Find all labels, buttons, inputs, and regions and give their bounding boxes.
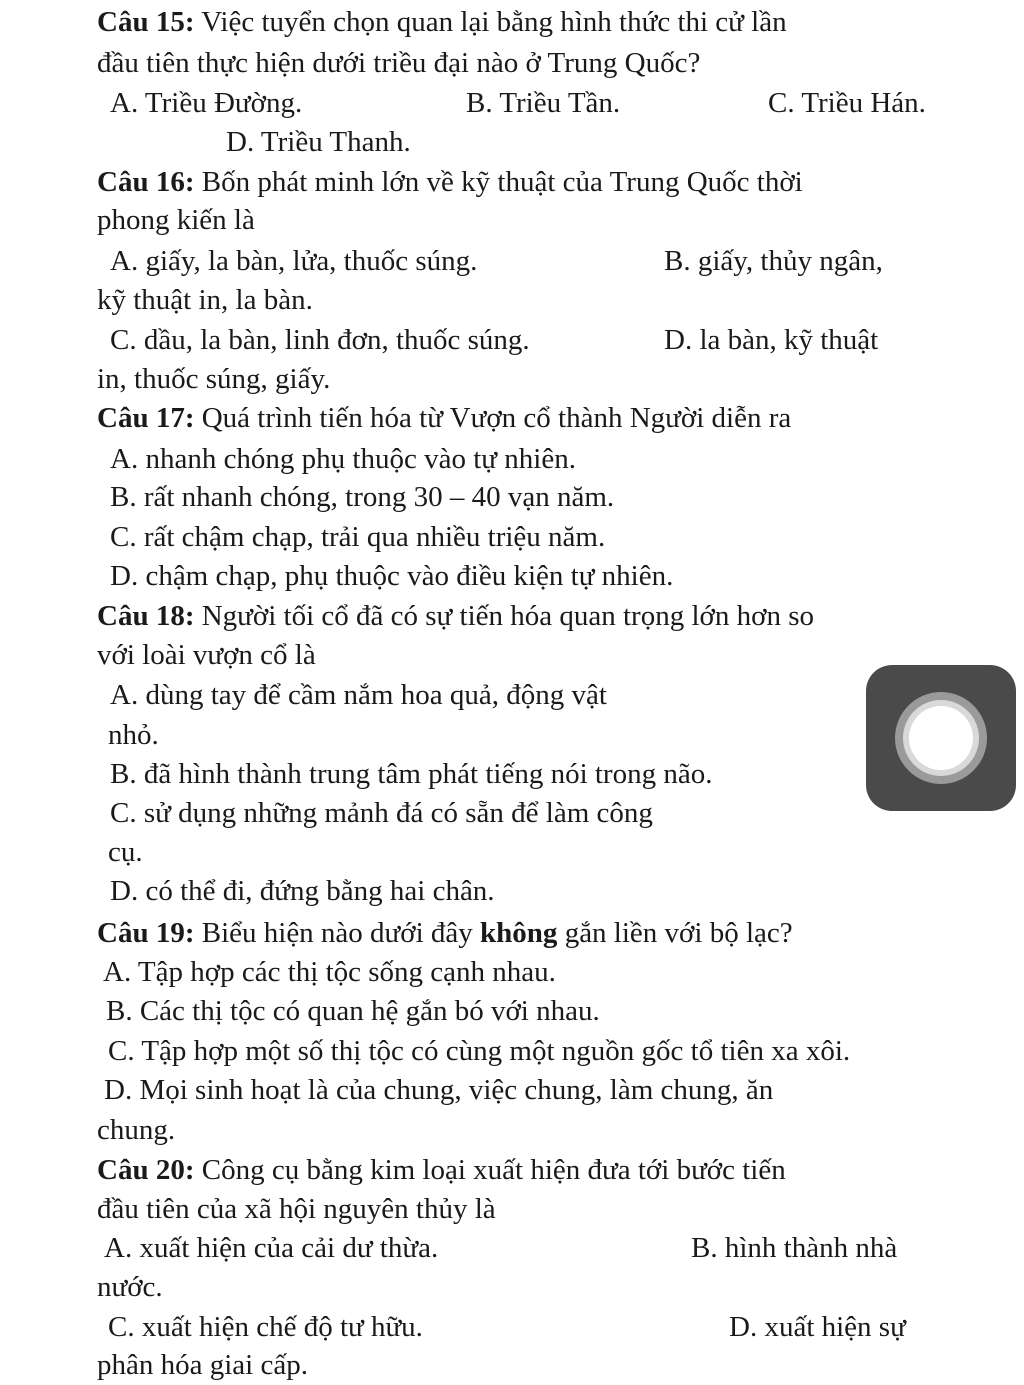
question-20-number: Câu 20: — [97, 1154, 195, 1186]
question-17-option-b: B. rất nhanh chóng, trong 30 – 40 vạn năm. — [110, 481, 615, 513]
question-20-option-b: B. hình thành nhà — [691, 1232, 898, 1264]
question-20-stem-line1 — [97, 1150, 786, 1190]
question-18-option-a-cont: nhỏ. — [108, 719, 159, 751]
question-20-option-c: C. xuất hiện chế độ tư hữu. — [108, 1311, 423, 1343]
question-20-option-a: A. xuất hiện của cải dư thừa. — [104, 1232, 439, 1264]
question-20-stem-line2: đầu tiên của xã hội nguyên thủy là — [97, 1193, 496, 1225]
question-19-number: Câu 19: — [97, 917, 195, 949]
question-17-option-c: C. rất chậm chạp, trải qua nhiều triệu năm. — [110, 521, 606, 553]
question-19-text-bold: không — [480, 917, 558, 949]
question-18-option-d: D. có thể đi, đứng bằng hai chân. — [110, 875, 495, 907]
question-19-option-c: C. Tập hợp một số thị tộc có cùng một nguồn gốc tổ tiên xa xôi. — [108, 1035, 851, 1067]
question-20-option-d-cont: phân hóa giai cấp. — [97, 1349, 308, 1381]
question-16-number: Câu 16: — [97, 166, 195, 198]
question-19-option-d: D. Mọi sinh hoạt là của chung, việc chung, làm chung, ăn — [104, 1074, 774, 1106]
question-15-text: Việc tuyển chọn quan lại bằng hình thức thi cử lần — [194, 6, 787, 38]
question-17-number: Câu 17: — [97, 402, 195, 434]
question-19-stem-line1 — [97, 913, 793, 953]
question-15-stem-line1 — [97, 2, 787, 42]
question-18-number: Câu 18: — [97, 600, 195, 632]
question-15-option-a: A. Triều Đường. — [110, 87, 303, 119]
question-18-option-c-cont: cụ. — [108, 836, 143, 868]
question-19-option-b: B. Các thị tộc có quan hệ gắn bó với nhau. — [106, 995, 600, 1027]
question-19-option-a: A. Tập hợp các thị tộc sống cạnh nhau. — [103, 956, 556, 988]
question-18-option-c: C. sử dụng những mảnh đá có sẵn để làm công — [110, 797, 653, 829]
question-18-stem-line2: với loài vượn cổ là — [97, 639, 316, 671]
assistive-touch-icon-inner-circle — [909, 706, 973, 770]
question-16-option-c: C. dầu, la bàn, linh đơn, thuốc súng. — [110, 324, 530, 356]
question-15-stem-line2: đầu tiên thực hiện dưới triều đại nào ở Trung Quốc? — [97, 47, 701, 79]
question-20-option-d: D. xuất hiện sự — [729, 1311, 906, 1343]
question-16-option-a: A. giấy, la bàn, lửa, thuốc súng. — [110, 245, 478, 277]
question-19-option-d-cont: chung. — [97, 1114, 176, 1146]
question-15-number: Câu 15: — [97, 6, 195, 38]
question-20-option-b-cont: nước. — [97, 1271, 163, 1303]
question-19-text-b: gắn liền với bộ lạc? — [557, 917, 793, 949]
question-15-option-b: B. Triều Tần. — [466, 87, 621, 119]
question-16-option-b: B. giấy, thủy ngân, — [664, 245, 883, 277]
question-16-stem-line2: phong kiến là — [97, 204, 255, 236]
question-15-option-c: C. Triều Hán. — [768, 87, 926, 119]
question-18-stem-line1 — [97, 596, 814, 636]
question-15-option-d: D. Triều Thanh. — [226, 126, 411, 158]
question-16-option-d-cont: in, thuốc súng, giấy. — [97, 363, 331, 395]
question-16-option-b-cont: kỹ thuật in, la bàn. — [97, 284, 313, 316]
question-17-stem-line1 — [97, 398, 791, 438]
question-17-option-d: D. chậm chạp, phụ thuộc vào điều kiện tự nhiên. — [110, 560, 674, 592]
question-20-text: Công cụ bằng kim loại xuất hiện đưa tới bước tiến — [194, 1154, 786, 1186]
question-17-option-a: A. nhanh chóng phụ thuộc vào tự nhiên. — [110, 443, 576, 475]
question-16-option-d: D. la bàn, kỹ thuật — [664, 324, 879, 356]
question-17-text: Quá trình tiến hóa từ Vượn cổ thành Người diễn ra — [194, 402, 792, 434]
question-18-text: Người tối cổ đã có sự tiến hóa quan trọng lớn hơn so — [194, 600, 814, 632]
question-16-stem-line1 — [97, 162, 803, 202]
question-16-text: Bốn phát minh lớn về kỹ thuật của Trung Quốc thời — [194, 166, 803, 198]
question-19-text-a: Biểu hiện nào dưới đây — [194, 917, 481, 949]
assistive-touch-button[interactable] — [866, 665, 1016, 811]
question-18-option-b: B. đã hình thành trung tâm phát tiếng nói trong não. — [110, 758, 713, 790]
question-18-option-a: A. dùng tay để cầm nắm hoa quả, động vật — [110, 679, 607, 711]
